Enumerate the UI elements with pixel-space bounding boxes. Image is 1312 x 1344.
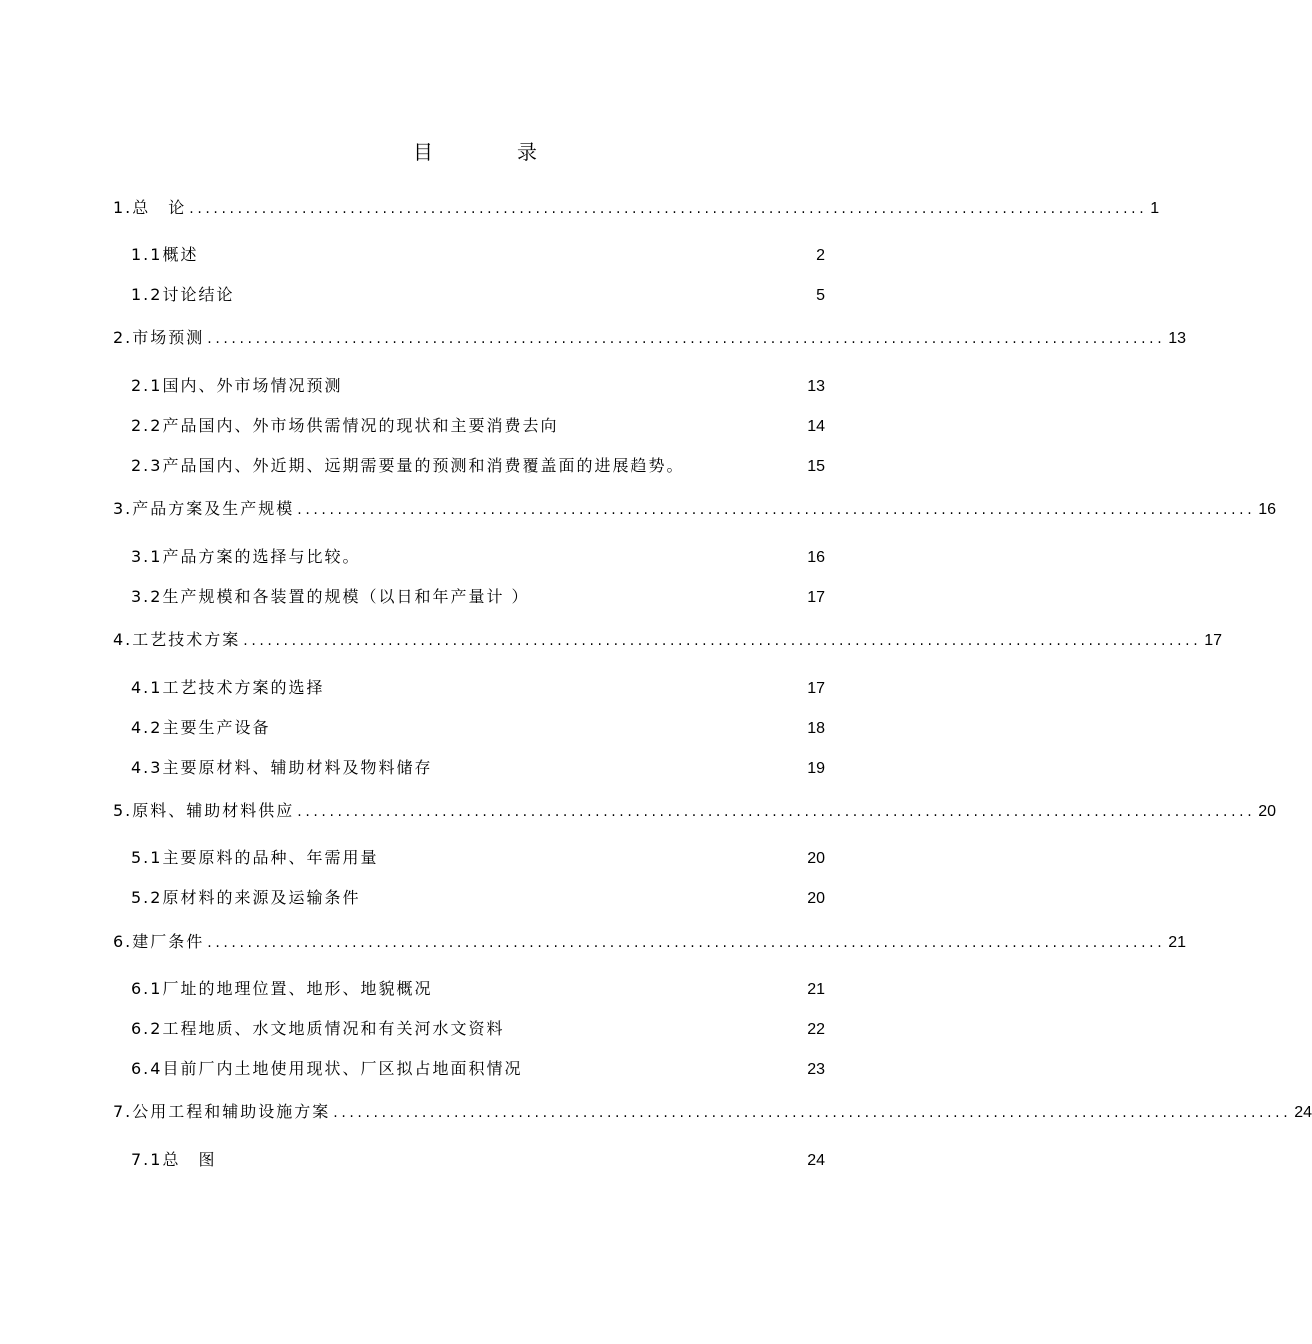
toc-entry-3-2[interactable] — [131, 585, 825, 609]
toc-leader-dots: ....................................................................................................................... — [189, 201, 1148, 217]
toc-entry-1[interactable] — [113, 196, 1160, 220]
toc-entry-5-1[interactable] — [131, 846, 825, 870]
toc-entry-4-2[interactable] — [131, 716, 825, 740]
toc-leader-dots: ....................................................................................................................... — [333, 1105, 1292, 1121]
toc-entry-3-1[interactable] — [131, 545, 825, 569]
toc-entry-page: 17 — [1204, 632, 1223, 649]
toc-entry-page: 5 — [816, 287, 825, 304]
toc-entry-label: 7.1总 图 — [131, 1150, 217, 1169]
toc-entry-page: 13 — [807, 378, 825, 395]
toc-entry-4-1[interactable] — [131, 676, 825, 700]
toc-entry-page: 16 — [1258, 501, 1277, 518]
toc-entry-label: 4.3主要原材料、辅助材料及物料储存 — [131, 758, 433, 777]
toc-entry-page: 18 — [807, 720, 825, 737]
toc-entry-label: 2.3产品国内、外近期、远期需要量的预测和消费覆盖面的进展趋势。 — [131, 456, 685, 475]
toc-entry-label: 4.工艺技术方案 — [113, 630, 241, 649]
toc-entry-6-4[interactable] — [131, 1057, 825, 1081]
toc-leader-dots: ....................................................................................................................... — [297, 804, 1256, 820]
toc-entry-2-1[interactable] — [131, 374, 825, 398]
toc-entry-label: 6.建厂条件 — [113, 932, 205, 951]
toc-entry-label: 1.1概述 — [131, 245, 199, 264]
toc-entry-label: 3.2生产规模和各装置的规模（以日和年产量计 ） — [131, 587, 530, 606]
toc-entry-label: 1.总 论 — [113, 198, 187, 217]
toc-entry-label: 6.4目前厂内土地使用现状、厂区拟占地面积情况 — [131, 1059, 523, 1078]
toc-entry-page: 24 — [1294, 1104, 1312, 1121]
toc-entry-6[interactable] — [113, 930, 1187, 954]
toc-entry-label: 3.产品方案及生产规模 — [113, 499, 295, 518]
toc-entry-page: 20 — [807, 850, 825, 867]
toc-entry-page: 23 — [807, 1061, 825, 1078]
toc-entry-6-2[interactable] — [131, 1017, 825, 1041]
toc-entry-2[interactable] — [113, 326, 1187, 350]
toc-entry-1-1[interactable] — [131, 243, 825, 267]
toc-leader-dots: ....................................................................................................................... — [243, 633, 1202, 649]
toc-entry-page: 2 — [816, 247, 825, 264]
toc-entry-4-3[interactable] — [131, 756, 825, 780]
toc-entry-5-2[interactable] — [131, 886, 825, 910]
toc-entry-1-2[interactable] — [131, 283, 825, 307]
toc-entry-label: 2.1国内、外市场情况预测 — [131, 376, 343, 395]
toc-entry-5[interactable] — [113, 799, 1277, 823]
toc-leader-dots: ....................................................................................................................... — [207, 331, 1166, 347]
toc-entry-label: 5.原料、辅助材料供应 — [113, 801, 295, 820]
toc-entry-7[interactable] — [113, 1100, 1312, 1124]
toc-entry-4[interactable] — [113, 628, 1223, 652]
toc-entry-page: 20 — [1258, 803, 1277, 820]
toc-entry-page: 21 — [1168, 934, 1187, 951]
toc-entry-label: 2.市场预测 — [113, 328, 205, 347]
toc-entry-page: 21 — [807, 981, 825, 998]
toc-entry-label: 6.2工程地质、水文地质情况和有关河水文资料 — [131, 1019, 505, 1038]
toc-entry-label: 6.1厂址的地理位置、地形、地貌概况 — [131, 979, 433, 998]
toc-entry-label: 3.1产品方案的选择与比较。 — [131, 547, 361, 566]
toc-entry-2-2[interactable] — [131, 414, 825, 438]
toc-entry-page: 24 — [807, 1152, 825, 1169]
toc-leader-dots: ....................................................................................................................... — [207, 935, 1166, 951]
toc-leader-dots: ....................................................................................................................... — [297, 502, 1256, 518]
toc-entry-6-1[interactable] — [131, 977, 825, 1001]
toc-entry-3[interactable] — [113, 497, 1277, 521]
toc-entry-2-3[interactable] — [131, 454, 825, 478]
page-title: 目 录 — [413, 140, 569, 164]
toc-entry-page: 13 — [1168, 330, 1187, 347]
toc-entry-page: 20 — [807, 890, 825, 907]
toc-entry-label: 4.2主要生产设备 — [131, 718, 271, 737]
toc-entry-label: 1.2讨论结论 — [131, 285, 235, 304]
toc-entry-page: 14 — [807, 418, 825, 435]
toc-entry-page: 19 — [807, 760, 825, 777]
toc-entry-page: 17 — [807, 589, 825, 606]
toc-entry-page: 17 — [807, 680, 825, 697]
toc-entry-label: 5.2原材料的来源及运输条件 — [131, 888, 361, 907]
toc-entry-page: 1 — [1150, 200, 1160, 217]
toc-entry-label: 5.1主要原料的品种、年需用量 — [131, 848, 379, 867]
toc-entry-label: 7.公用工程和辅助设施方案 — [113, 1102, 331, 1121]
toc-entry-page: 22 — [807, 1021, 825, 1038]
toc-entry-page: 15 — [807, 458, 825, 475]
toc-entry-label: 2.2产品国内、外市场供需情况的现状和主要消费去向 — [131, 416, 559, 435]
toc-entry-label: 4.1工艺技术方案的选择 — [131, 678, 325, 697]
toc-entry-page: 16 — [807, 549, 825, 566]
toc-entry-7-1[interactable] — [131, 1148, 825, 1172]
